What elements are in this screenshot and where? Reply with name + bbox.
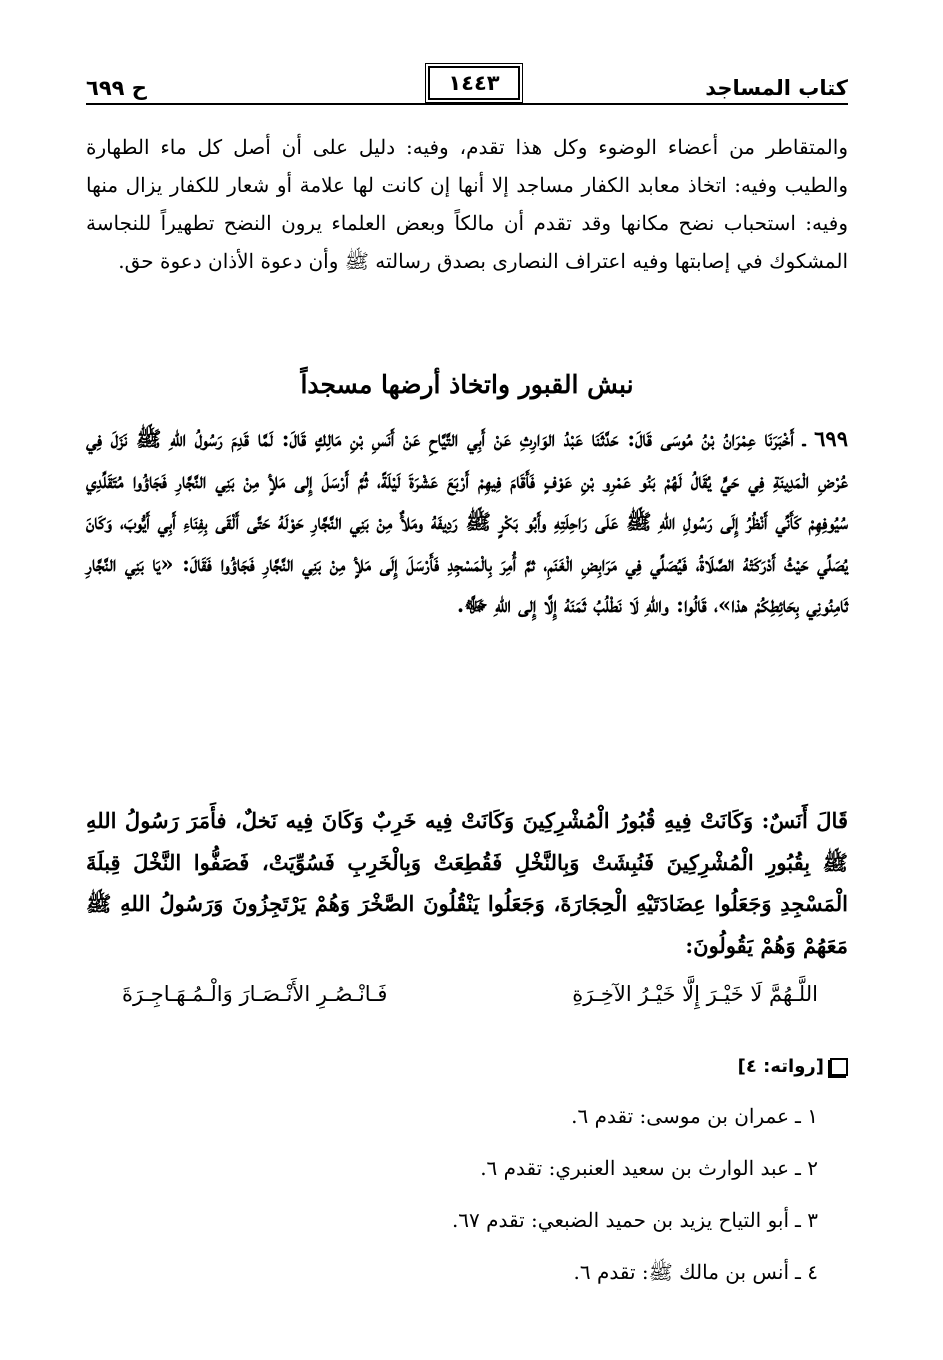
list-item xyxy=(218,1090,818,1142)
narrators-list xyxy=(218,1090,818,1298)
narrator-number: ٣ ـ xyxy=(795,1208,818,1232)
list-item xyxy=(218,1142,818,1194)
intro-paragraph: والمتقاطر من أعضاء الوضوء وكل هذا تقدم، وفيه: دليل على أن أصل كل ماء الطهارة والطيب وفيه: اتخاذ معابد الكفار مساجد إلا أنها إن كانت لها علامة أو شعار للكفار يزال منها وفيه: استحباب نضح مكانها وقد تقدم أن مالكاً وبعض العلماء يرون النضح تطهيراً للنجاسة المشكوك في إصابتها وفيه اعتراف النصارى بصدق رسالته ﷺ وأن دعوة الأذان دعوة حق. xyxy=(86,135,848,273)
page-number: ١٤٤٣ xyxy=(428,66,520,100)
narrators-heading xyxy=(738,1056,848,1077)
chapter-title: كتاب المساجد xyxy=(705,76,848,100)
page-header xyxy=(86,66,848,106)
verse-second-hemistich: فَـانْـصُـرِ الأَنْـصَـارَ وَالْـمُـهَـاجِـرَةَ xyxy=(122,982,388,1006)
hadith-text-continued xyxy=(86,800,848,966)
narrator-text: أنس بن مالك ﷺ: تقدم ٦. xyxy=(573,1260,790,1284)
narrator-text: عبد الوارث بن سعيد العنبري: تقدم ٦. xyxy=(480,1156,790,1180)
narrator-text: عمران بن موسى: تقدم ٦. xyxy=(571,1104,790,1128)
list-item xyxy=(218,1194,818,1246)
narrators-heading-label: [رواته: ٤] xyxy=(737,1056,824,1077)
hadith-reference: ح ٦٩٩ xyxy=(86,76,147,100)
square-bullet-icon xyxy=(830,1058,848,1076)
narrator-number: ١ ـ xyxy=(795,1104,818,1128)
list-item xyxy=(218,1246,818,1298)
hadith-text xyxy=(86,418,848,626)
verse-first-hemistich: اللَّـهُمَّ لَا خَيْـرَ إِلَّا خَيْـرُ الآخِـرَةِ xyxy=(572,982,818,1006)
hadith-paragraph-2: قَالَ أَنَسٌ: وَكَانَتْ فِيهِ قُبُورُ الْمُشْرِكِينَ وَكَانَتْ فِيه خَرِبٌ وَكَانَ فِيه نَخلٌ، فأَمَرَ رَسُولُ اللهِ ﷺ بِقُبُورِ الْمُشْرِكِينَ فَنُبِشَتْ وَبِالنَّخْلِ فَقُطِعَتْ وَبِالْخَرِبِ فَسُوِّيَتْ، فَصَفُّوا النَّخْلَ قِبلَةَ الْمَسْجِدِ وَجَعَلُوا عِضَادَتَيْهِ الْحِجَارَةَ، وَجَعَلُوا يَنْقُلُونَ الصَّخْرَ وَهُمْ يَرْتَجِزُونَ وَرَسُولُ اللهِ ﷺ مَعَهُمْ وَهُمْ يَقُولُونَ: xyxy=(86,808,848,958)
section-title: نبش القبور واتخاذ أرضها مسجداً xyxy=(300,370,634,399)
narrator-text: أبو التياح يزيد بن حميد الضبعي: تقدم ٦٧. xyxy=(451,1208,790,1232)
hadith-paragraph-1: ٦٩٩ ـ أَخْبَرَنَا عِمْرَانُ بْنُ مُوسَى قَالَ: حَدَّثَنَا عَبْدُ الوَارِثِ عَنْ أَبِي التَّيَّاحِ عَنْ أَنَسِ بْنِ مَالِكٍ قَالَ: لَمَّا قَدِمَ رَسُولُ اللهِ ﷺ نَزَلَ فِي عُرْضِ الْمَدِينَةِ فِي حَيٍّ يُقَالُ لَهُمْ بَنُو عَمْرِو بْنِ عَوْفٍ فَأَقَامَ فِيهِمْ أَرْبَعَ عَشْرَةَ لَيْلَةً، ثُمَّ أَرْسَلَ إِلى مَلأٍ مِنْ بَنِي النَّجَّارِ فَجَاؤُوا مُتَقَلِّدِي سُيُوفِهِمْ كَأَنِّي أَنْظُرُ إِلَى رَسُولِ اللهِ ﷺ عَلَى رَاحِلَتِهِ وأَبُو بَكْرٍ ﷺ رَدِيفَهُ ومَلأٌ مِنْ بَنِي النَّجَّارِ حَوْلَهُ حَتَّى أَلْقَى بِفِنَاءِ أَبِي أَيُّوبَ، وَكَانَ يُصَلِّي حَيْثُ أَدْرَكَتْهُ الصَّلَاةُ، فَيُصَلِّي فِي مَرَابِضِ الْغَنَمِ، ثمَّ أُمِرَ بِالْمَسْجِدِ فَأَرْسَلَ إِلَى مَلأٍ مِنْ بَنِي النَّجَّارِ فَجَاؤُوا فَقَالَ: «يَا بَنِي النَّجَّارِ ثَامِنُونِي بِحَائِطِكُمْ هذا»، قَالُوا: واللهِ لَا نَطْلُبُ ثَمَنَهُ إِلَّا إِلى اللهِ ﷻ. xyxy=(86,426,848,617)
narrator-number: ٢ ـ xyxy=(795,1156,818,1180)
narrator-number: ٤ ـ xyxy=(795,1260,818,1284)
header-divider xyxy=(86,103,848,105)
